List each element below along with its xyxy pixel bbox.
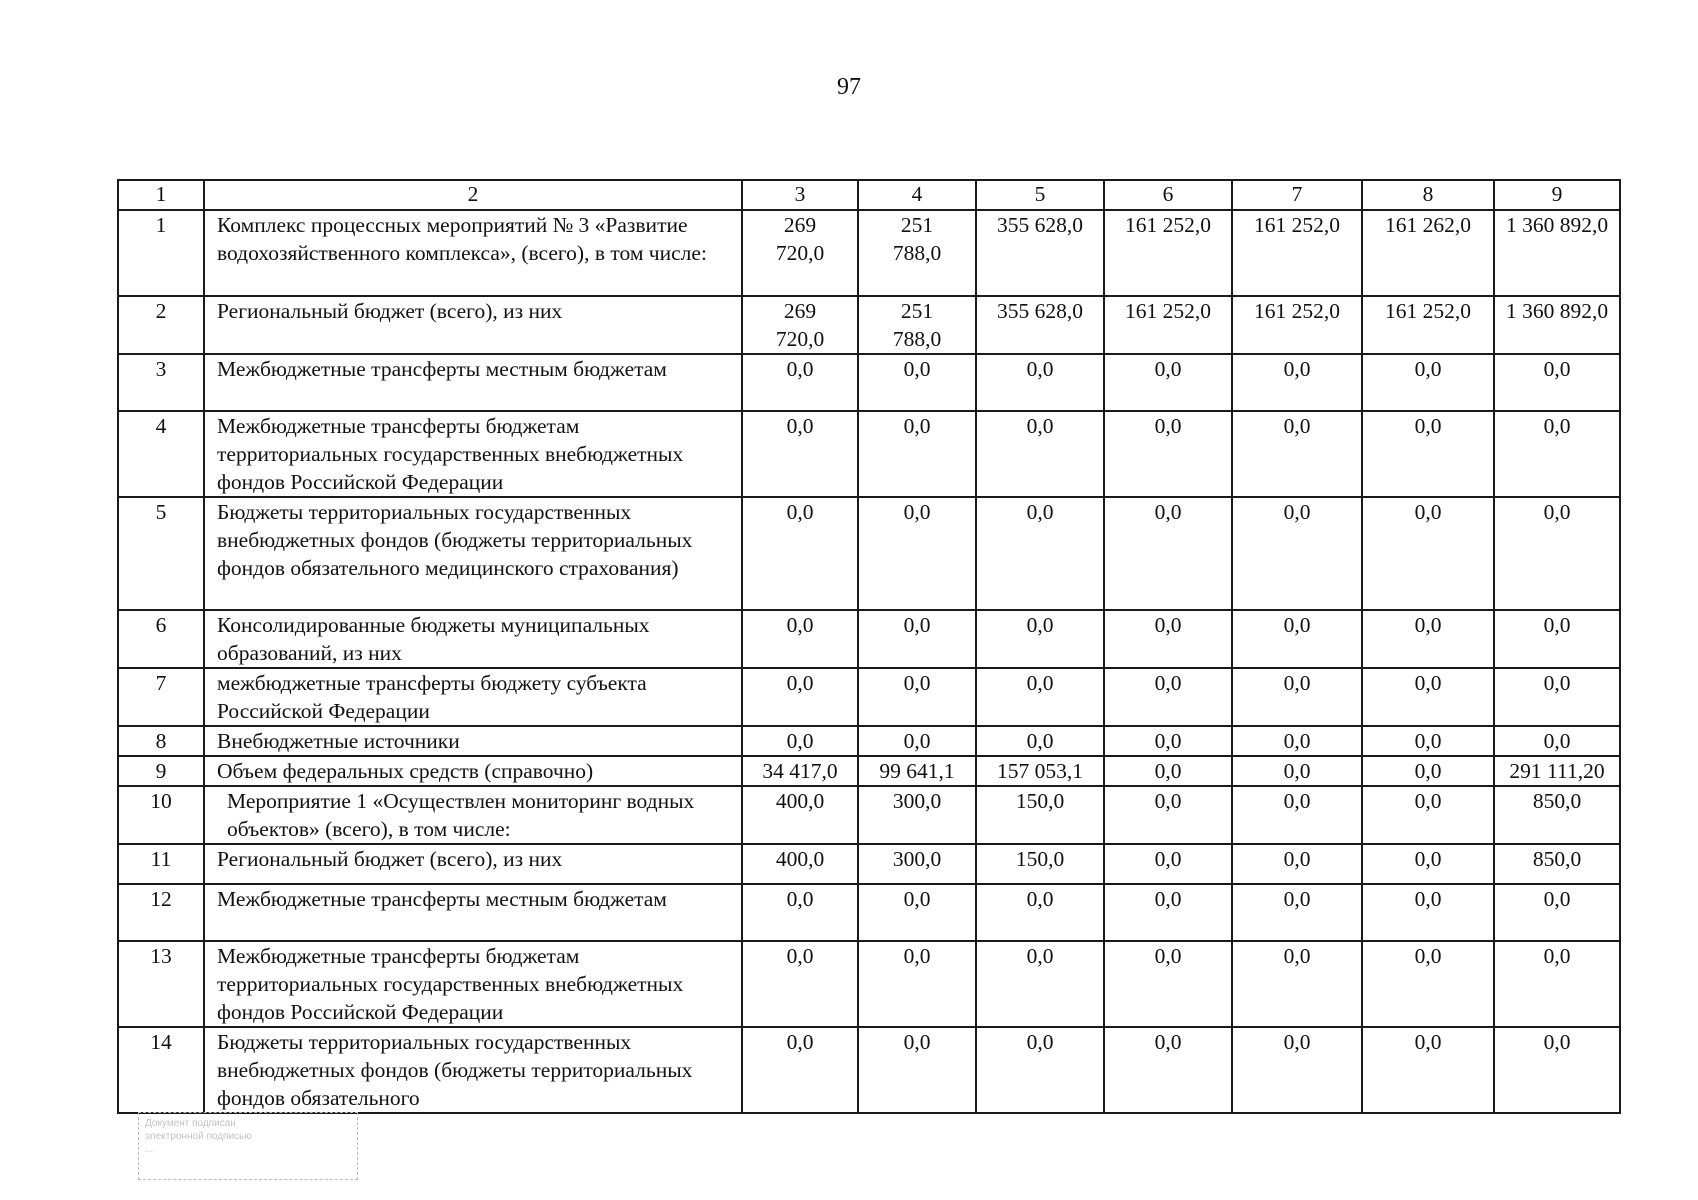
value-cell: 0,0 xyxy=(1362,941,1494,1027)
value-cell: 0,0 xyxy=(976,941,1104,1027)
table-row xyxy=(118,668,1620,726)
row-name: Консолидированные бюджеты муниципальных образований, из них xyxy=(204,610,742,668)
value-cell: 0,0 xyxy=(976,884,1104,941)
value-cell: 0,0 xyxy=(1104,668,1232,726)
value-cell: 0,0 xyxy=(858,1027,976,1113)
value-cell: 400,0 xyxy=(742,786,858,844)
value-cell: 161 252,0 xyxy=(1232,296,1362,354)
value-cell: 0,0 xyxy=(742,884,858,941)
value-cell: 0,0 xyxy=(976,411,1104,497)
row-number: 10 xyxy=(118,786,204,844)
row-number: 2 xyxy=(118,296,204,354)
value-cell: 0,0 xyxy=(1104,354,1232,411)
value-cell: 251 788,0 xyxy=(858,296,976,354)
value-cell: 0,0 xyxy=(858,668,976,726)
value-cell: 0,0 xyxy=(1232,756,1362,786)
row-number: 8 xyxy=(118,726,204,756)
value-cell: 0,0 xyxy=(1362,786,1494,844)
row-number: 6 xyxy=(118,610,204,668)
column-header-4: 4 xyxy=(858,180,976,210)
value-cell: 0,0 xyxy=(976,726,1104,756)
value-cell: 0,0 xyxy=(742,1027,858,1113)
row-number: 12 xyxy=(118,884,204,941)
signature-stamp xyxy=(138,1112,358,1180)
row-name: Региональный бюджет (всего), из них xyxy=(204,844,742,884)
value-cell: 0,0 xyxy=(742,941,858,1027)
table-header-row xyxy=(118,180,1620,210)
row-name: Межбюджетные трансферты местным бюджетам xyxy=(204,884,742,941)
value-cell: 0,0 xyxy=(1104,411,1232,497)
value-cell: 0,0 xyxy=(1104,786,1232,844)
row-number: 3 xyxy=(118,354,204,411)
value-cell: 99 641,1 xyxy=(858,756,976,786)
column-header-2: 2 xyxy=(204,180,742,210)
table-row xyxy=(118,844,1620,884)
value-cell: 0,0 xyxy=(858,354,976,411)
value-cell: 0,0 xyxy=(742,668,858,726)
table-row xyxy=(118,1027,1620,1113)
value-cell: 161 262,0 xyxy=(1362,210,1494,296)
page-number: 97 xyxy=(837,74,861,100)
row-number: 5 xyxy=(118,497,204,610)
value-cell: 0,0 xyxy=(1362,756,1494,786)
value-cell: 0,0 xyxy=(1494,941,1620,1027)
value-cell: 0,0 xyxy=(1104,884,1232,941)
table-row xyxy=(118,786,1620,844)
value-cell: 157 053,1 xyxy=(976,756,1104,786)
value-cell: 0,0 xyxy=(742,354,858,411)
column-header-9: 9 xyxy=(1494,180,1620,210)
value-cell: 0,0 xyxy=(1494,354,1620,411)
column-header-5: 5 xyxy=(976,180,1104,210)
value-cell: 355 628,0 xyxy=(976,296,1104,354)
value-cell: 355 628,0 xyxy=(976,210,1104,296)
value-cell: 161 252,0 xyxy=(1232,210,1362,296)
value-cell: 0,0 xyxy=(1232,354,1362,411)
row-number: 11 xyxy=(118,844,204,884)
row-name: Бюджеты территориальных государственных внебюджетных фондов (бюджеты территориальных фондов обязательного xyxy=(204,1027,742,1113)
row-number: 7 xyxy=(118,668,204,726)
value-cell: 161 252,0 xyxy=(1362,296,1494,354)
row-number: 4 xyxy=(118,411,204,497)
row-name: Межбюджетные трансферты местным бюджетам xyxy=(204,354,742,411)
value-cell: 0,0 xyxy=(858,411,976,497)
value-cell: 0,0 xyxy=(1104,756,1232,786)
value-cell: 0,0 xyxy=(1232,1027,1362,1113)
table-row xyxy=(118,210,1620,296)
row-name: Внебюджетные источники xyxy=(204,726,742,756)
value-cell: 0,0 xyxy=(1232,497,1362,610)
row-name: Объем федеральных средств (справочно) xyxy=(204,756,742,786)
row-name: Мероприятие 1 «Осуществлен мониторинг водных объектов» (всего), в том числе: xyxy=(204,786,742,844)
value-cell: 0,0 xyxy=(1232,844,1362,884)
stamp-line: ... xyxy=(145,1144,154,1155)
value-cell: 0,0 xyxy=(742,726,858,756)
value-cell: 150,0 xyxy=(976,786,1104,844)
value-cell: 850,0 xyxy=(1494,844,1620,884)
table-row xyxy=(118,354,1620,411)
value-cell: 0,0 xyxy=(1104,497,1232,610)
row-number: 1 xyxy=(118,210,204,296)
value-cell: 0,0 xyxy=(1232,941,1362,1027)
value-cell: 0,0 xyxy=(858,884,976,941)
value-cell: 0,0 xyxy=(976,1027,1104,1113)
value-cell: 0,0 xyxy=(742,411,858,497)
value-cell: 0,0 xyxy=(1232,726,1362,756)
value-cell: 0,0 xyxy=(1362,668,1494,726)
row-name: Межбюджетные трансферты бюджетам территориальных государственных внебюджетных фондов Российской Федерации xyxy=(204,941,742,1027)
table-row xyxy=(118,941,1620,1027)
row-name: межбюджетные трансферты бюджету субъекта Российской Федерации xyxy=(204,668,742,726)
value-cell: 0,0 xyxy=(1104,610,1232,668)
table-row xyxy=(118,610,1620,668)
value-cell: 0,0 xyxy=(1362,884,1494,941)
table-row xyxy=(118,884,1620,941)
value-cell: 400,0 xyxy=(742,844,858,884)
row-name: Бюджеты территориальных государственных внебюджетных фондов (бюджеты территориальных фондов обязательного медицинского страхования) xyxy=(204,497,742,610)
value-cell: 0,0 xyxy=(976,668,1104,726)
value-cell: 0,0 xyxy=(976,497,1104,610)
value-cell: 0,0 xyxy=(1494,411,1620,497)
value-cell: 269 720,0 xyxy=(742,210,858,296)
value-cell: 0,0 xyxy=(742,610,858,668)
value-cell: 0,0 xyxy=(1362,844,1494,884)
value-cell: 0,0 xyxy=(1104,1027,1232,1113)
value-cell: 0,0 xyxy=(1232,610,1362,668)
row-name: Региональный бюджет (всего), из них xyxy=(204,296,742,354)
value-cell: 0,0 xyxy=(858,610,976,668)
row-number: 9 xyxy=(118,756,204,786)
stamp-line: Документ подписан xyxy=(145,1118,236,1129)
value-cell: 0,0 xyxy=(1494,1027,1620,1113)
value-cell: 300,0 xyxy=(858,844,976,884)
value-cell: 291 111,20 xyxy=(1494,756,1620,786)
value-cell: 161 252,0 xyxy=(1104,296,1232,354)
value-cell: 161 252,0 xyxy=(1104,210,1232,296)
value-cell: 0,0 xyxy=(858,941,976,1027)
value-cell: 850,0 xyxy=(1494,786,1620,844)
value-cell: 0,0 xyxy=(1494,497,1620,610)
value-cell: 0,0 xyxy=(1104,941,1232,1027)
value-cell: 0,0 xyxy=(1494,668,1620,726)
value-cell: 300,0 xyxy=(858,786,976,844)
table-row xyxy=(118,296,1620,354)
value-cell: 269 720,0 xyxy=(742,296,858,354)
value-cell: 150,0 xyxy=(976,844,1104,884)
table-row xyxy=(118,497,1620,610)
value-cell: 0,0 xyxy=(1362,497,1494,610)
stamp-line: электронной подписью xyxy=(145,1131,252,1142)
budget-table xyxy=(117,179,1621,1114)
column-header-6: 6 xyxy=(1104,180,1232,210)
value-cell: 0,0 xyxy=(1232,786,1362,844)
table-row xyxy=(118,756,1620,786)
value-cell: 1 360 892,0 xyxy=(1494,296,1620,354)
value-cell: 0,0 xyxy=(742,497,858,610)
table-row xyxy=(118,411,1620,497)
value-cell: 0,0 xyxy=(1232,884,1362,941)
value-cell: 0,0 xyxy=(1104,844,1232,884)
value-cell: 0,0 xyxy=(976,610,1104,668)
value-cell: 0,0 xyxy=(1494,610,1620,668)
value-cell: 0,0 xyxy=(1362,354,1494,411)
table-row xyxy=(118,726,1620,756)
value-cell: 251 788,0 xyxy=(858,210,976,296)
column-header-8: 8 xyxy=(1362,180,1494,210)
row-name: Комплекс процессных мероприятий № 3 «Развитие водохозяйственного комплекса», (всего), в том числе: xyxy=(204,210,742,296)
value-cell: 0,0 xyxy=(1494,726,1620,756)
column-header-1: 1 xyxy=(118,180,204,210)
value-cell: 0,0 xyxy=(858,726,976,756)
row-name: Межбюджетные трансферты бюджетам территориальных государственных внебюджетных фондов Российской Федерации xyxy=(204,411,742,497)
value-cell: 0,0 xyxy=(1362,411,1494,497)
value-cell: 0,0 xyxy=(1232,411,1362,497)
row-number: 14 xyxy=(118,1027,204,1113)
value-cell: 1 360 892,0 xyxy=(1494,210,1620,296)
column-header-3: 3 xyxy=(742,180,858,210)
value-cell: 0,0 xyxy=(858,497,976,610)
value-cell: 0,0 xyxy=(976,354,1104,411)
value-cell: 0,0 xyxy=(1104,726,1232,756)
row-number: 13 xyxy=(118,941,204,1027)
value-cell: 0,0 xyxy=(1494,884,1620,941)
value-cell: 0,0 xyxy=(1362,610,1494,668)
value-cell: 0,0 xyxy=(1362,726,1494,756)
value-cell: 0,0 xyxy=(1232,668,1362,726)
value-cell: 34 417,0 xyxy=(742,756,858,786)
column-header-7: 7 xyxy=(1232,180,1362,210)
value-cell: 0,0 xyxy=(1362,1027,1494,1113)
